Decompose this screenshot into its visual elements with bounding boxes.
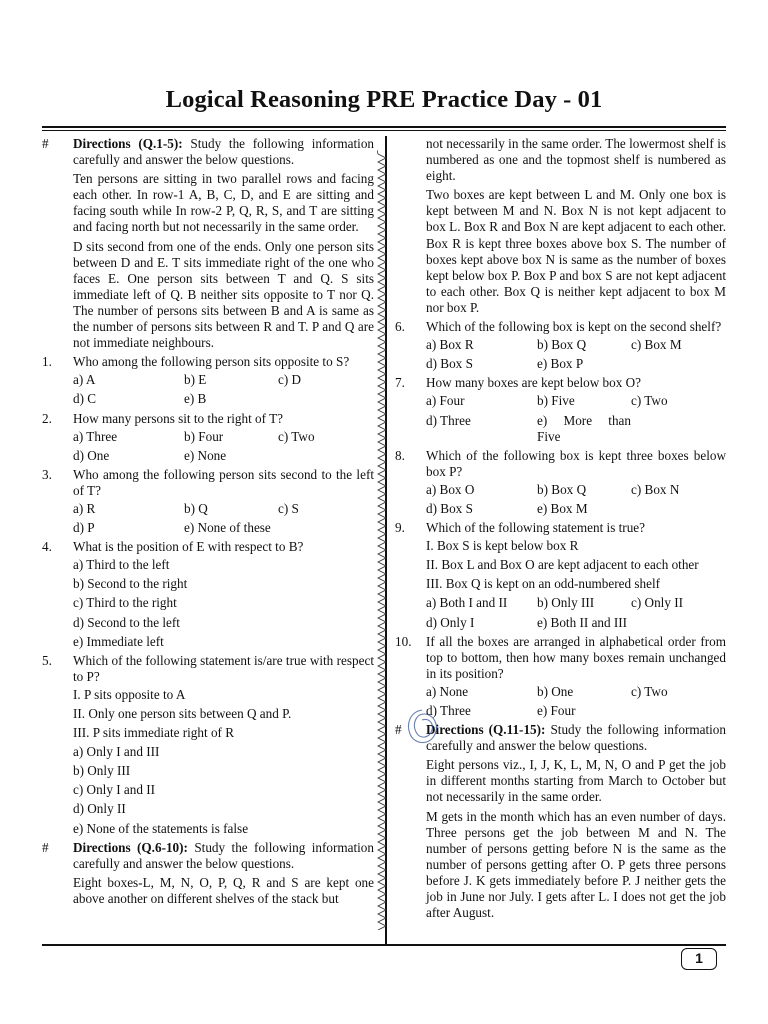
question-text: How many persons sit to the right of T? [73,410,283,426]
passage-paragraph: Eight boxes-L, M, N, O, P, Q, R and S are kept one above another on different shelves of the stack but [73,874,374,906]
option-b[interactable]: b) Only III [537,595,595,611]
option-e[interactable]: e) Both II and III [537,614,628,630]
option-d[interactable]: d) Box S [426,356,473,372]
question-text: If all the boxes are arranged in alphabetical order from top to bottom, then how many boxes remain unchanged in its position? [426,633,726,681]
option-a[interactable]: a) R [73,500,96,516]
section-marker: # [42,839,49,855]
option-d[interactable]: d) Second to the left [73,614,180,630]
passage-paragraph: not necessarily in the same order. The lowermost shelf is numbered as one and the topmost shelf is numbered as eight. [426,136,726,184]
option-d[interactable]: d) One [73,447,110,463]
option-c[interactable]: c) Third to the right [73,595,177,611]
option-e[interactable]: e) Immediate left [73,633,164,649]
question-text: How many boxes are kept below box O? [426,375,641,391]
passage-paragraph: Eight persons viz., I, J, K, L, M, N, O and P get the job in different months starting from March to October but not necessarily in the same order. [426,757,726,805]
question-number: 4. [42,539,52,555]
option-d[interactable]: d) C [73,391,97,407]
pen-scribble-mark [404,706,440,750]
option-c[interactable]: c) Two [278,428,315,444]
passage-paragraph: Ten persons are sitting in two parallel rows and facing each other. In row-1 A, B, C, D, and E are sitting and facing south while In row-2 P, Q, R, S, and T are sitting and facing north but not necessarily in the same order. [73,171,374,235]
option-e[interactable]: e) None [184,447,227,463]
option-d[interactable]: d) Three [426,703,471,718]
section-marker: # [395,722,402,738]
option-e[interactable]: e) Box P [537,356,584,372]
directions-label: Directions (Q.11-15): [426,722,546,738]
option-d[interactable]: d) Three [426,412,471,428]
option-c[interactable]: c) Box N [631,481,680,497]
option-a[interactable]: a) None [426,683,469,699]
option-d[interactable]: d) P [73,520,95,536]
passage-paragraph: M gets in the month which has an even number of days. Three persons get the job between M and N. The number of persons getting before N is the same as the number of persons getting after O. P gets three persons before J. K gets immediately before P. J neither gets the job in June nor July. I gets after L. I does not get the job after August. [426,808,726,921]
directions-text: Study the following information carefully and answer the below questions. [73,136,375,168]
option-a[interactable]: a) Three [73,428,118,444]
option-a[interactable]: a) Third to the left [73,557,170,573]
question-number: 8. [395,447,405,463]
question-1 [42,354,374,407]
header-rule [42,126,726,128]
passage-paragraph: Two boxes are kept between L and M. Only one box is kept between M and N. Box N is not kept adjacent to box L. Box R and Box N are kept adjacent to each other. Box R is kept three boxes above box S. The number of boxes kept above box N is same as the number of boxes kept below box P. Box P and box S are not kept adjacent to each other. Box Q is neither kept adjacent to box M nor box P. [426,187,726,315]
question-2 [42,411,374,464]
question-5 [42,653,374,837]
right-column [395,136,726,924]
option-a[interactable]: a) A [73,372,96,388]
question-number: 10. [395,633,412,649]
option-c[interactable]: c) Two [631,393,668,409]
page-number-box: 1 [681,948,717,970]
option-a[interactable]: a) Both I and II [426,595,508,611]
option-a[interactable]: a) Box R [426,337,474,353]
directions-q1-5 [42,136,374,351]
option-b[interactable]: b) Five [537,393,575,409]
option-e[interactable]: e) B [184,391,207,407]
directions-q6-10 [42,840,374,907]
option-d[interactable]: d) Only II [73,801,126,817]
option-c[interactable]: c) Only II [631,595,683,611]
question-text: Which of the following box is kept three boxes below box P? [426,447,726,479]
question-text: Which of the following statement is/are true with respect to P? [73,652,374,684]
statement-iii: III. P sits immediate right of R [73,725,235,741]
option-e[interactable]: e) More than Five [537,412,631,444]
directions-label: Directions (Q.6-10): [73,839,188,855]
question-number: 9. [395,520,405,536]
question-number: 3. [42,466,52,482]
question-7 [395,375,726,444]
option-a[interactable]: a) Only I and III [73,744,160,760]
left-column [42,136,374,910]
question-9 [395,520,726,631]
question-3 [42,467,374,536]
option-b[interactable]: b) One [537,683,574,699]
option-e[interactable]: e) None of these [184,520,271,536]
question-number: 7. [395,375,405,391]
option-a[interactable]: a) Four [426,393,465,409]
option-b[interactable]: b) E [184,372,207,388]
option-d[interactable]: d) Only I [426,614,475,630]
zigzag-divider-decoration [377,150,387,930]
statement-ii: II. Only one person sits between Q and P. [73,706,292,721]
option-b[interactable]: b) Second to the right [73,576,188,592]
question-text: Who among the following person sits opposite to S? [73,354,350,370]
question-number: 5. [42,652,52,668]
passage-paragraph: D sits second from one of the ends. Only one person sits between D and E. T sits immediate right of the one who faces E. One person sits between T and Q. S sits immediate left of Q. B neither sits opposite to T nor Q. The number of persons sits between B and A is same as the number of persons sits between R and T. P and Q are not immediate neighbours. [73,238,374,351]
page-title: Logical Reasoning PRE Practice Day - 01 [165,86,603,113]
header-rule-thin [42,130,726,131]
option-c[interactable]: c) D [278,372,302,388]
option-e[interactable]: e) Box M [537,500,588,516]
option-b[interactable]: b) Only III [73,763,131,779]
directions-text: Study the following information carefully and answer the below questions. [426,722,726,754]
question-text: Who among the following person sits second to the left of T? [73,466,374,498]
option-c[interactable]: c) Box M [631,337,682,353]
statement-i: I. P sits opposite to A [73,686,186,702]
directions-text: Study the following information carefully and answer the below questions. [73,839,374,871]
question-number: 2. [42,410,52,426]
section-marker: # [42,136,49,151]
footer-rule [42,944,726,946]
question-text: Which of the following box is kept on the second shelf? [426,319,722,335]
question-4 [42,539,374,650]
directions-label: Directions (Q.1-5): [73,136,183,151]
option-e[interactable]: e) None of the statements is false [73,820,249,836]
option-a[interactable]: a) Box O [426,481,475,497]
statement-ii: II. Box L and Box O are kept adjacent to each other [426,557,699,573]
question-10 [395,634,726,719]
directions-q11-15 [395,722,726,921]
passage-continuation [395,136,726,316]
option-c[interactable]: c) Only I and II [73,782,156,798]
option-b[interactable]: b) Four [184,428,224,444]
question-text: What is the position of E with respect to B? [73,539,304,555]
question-8 [395,448,726,517]
option-d[interactable]: d) Box S [426,500,473,516]
statement-i: I. Box S is kept below box R [426,538,579,554]
option-c[interactable]: c) S [278,500,299,516]
question-text: Which of the following statement is true? [426,520,645,536]
option-b[interactable]: b) Box Q [537,481,587,497]
question-number: 6. [395,319,405,335]
option-e[interactable]: e) Four [537,703,576,718]
option-b[interactable]: b) Q [184,500,208,516]
question-number: 1. [42,354,52,370]
option-b[interactable]: b) Box Q [537,337,587,353]
option-c[interactable]: c) Two [631,683,668,699]
question-6 [395,319,726,372]
statement-iii: III. Box Q is kept on an odd-numbered shelf [426,576,661,592]
